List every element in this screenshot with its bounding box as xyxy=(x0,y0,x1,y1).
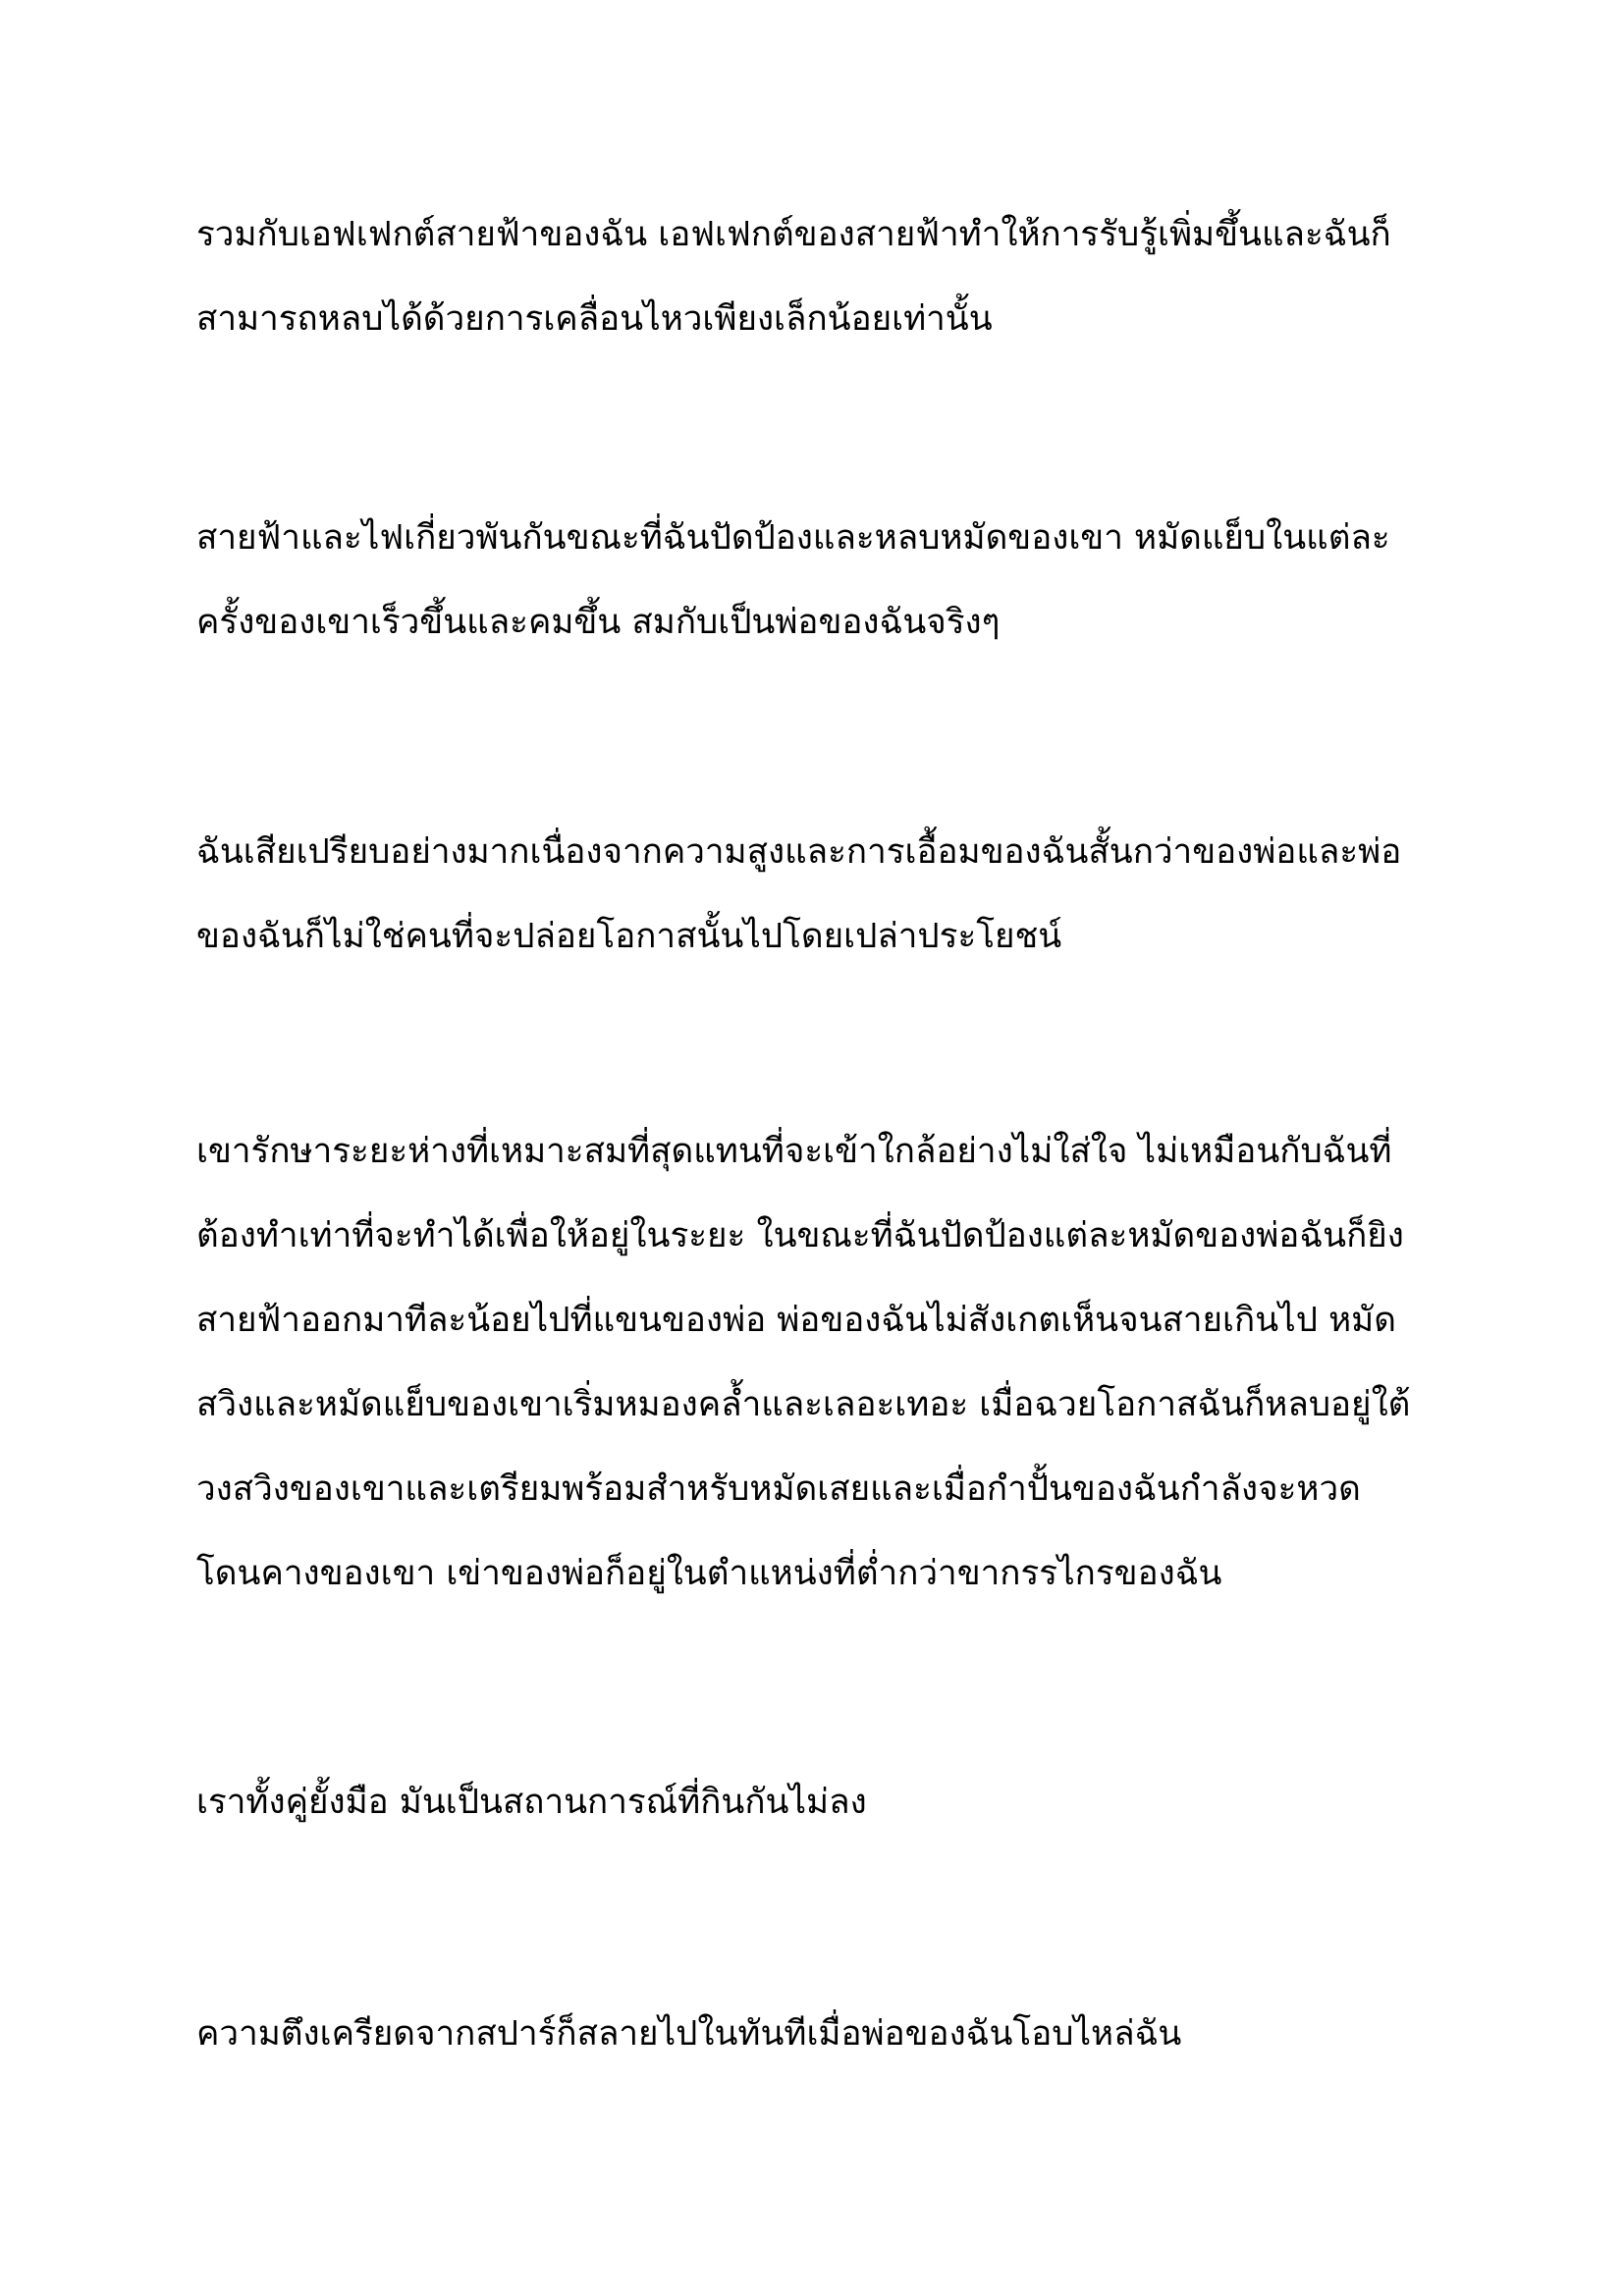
text-line: ความตึงเครียดจากสปาร์ก็สลายไปในทันทีเมื่อพ่อของฉันโอบไหล่ฉัน xyxy=(196,2014,1182,2054)
text-line: เราทั้งคู่ยั้งมือ มันเป็นสถานการณ์ที่กินกันไม่ลง xyxy=(196,1783,867,1822)
paragraph-6 xyxy=(196,1992,1473,2076)
text-line: โดนคางของเขา เข่าของพ่อก็อยู่ในตำแหน่งที่ต่ำกว่าขากรรไกรของฉัน xyxy=(196,1554,1222,1593)
paragraph-5 xyxy=(196,1760,1473,1844)
text-line: วงสวิงของเขาและเตรียมพร้อมสำหรับหมัดเสยและเมื่อกำปั้นของฉันกำลังจะหวด xyxy=(196,1469,1361,1509)
text-line: ต้องทำเท่าที่จะทำได้เพื่อให้อยู่ในระยะ ในขณะที่ฉันปัดป้องแต่ละหมัดของพ่อฉันก็ยิง xyxy=(196,1216,1404,1255)
text-line: ของฉันก็ไม่ใช่คนที่จะปล่อยโอกาสนั้นไปโดยเปล่าประโยชน์ xyxy=(196,917,1062,956)
paragraph-4 xyxy=(196,1109,1473,1616)
text-line: ฉันเสียเปรียบอย่างมากเนื่องจากความสูงและการเอื้อมของฉันสั้นกว่าของพ่อและพ่อ xyxy=(196,832,1402,872)
paragraph-3 xyxy=(196,810,1473,979)
paragraph-2 xyxy=(196,496,1473,665)
paragraph-1 xyxy=(196,192,1473,361)
text-line: สายฟ้าและไฟเกี่ยวพันกันขณะที่ฉันปัดป้องและหลบหมัดของเขา หมัดแย็บในแต่ละ xyxy=(196,518,1390,558)
text-line: สามารถหลบได้ด้วยการเคลื่อนไหวเพียงเล็กน้อยเท่านั้น xyxy=(196,299,993,339)
text-line: เขารักษาระยะห่างที่เหมาะสมที่สุดแทนที่จะเข้าใกล้อย่างไม่ใส่ใจ ไม่เหมือนกับฉันที่ xyxy=(196,1132,1392,1171)
text-line: รวมกับเอฟเฟกต์สายฟ้าของฉัน เอฟเฟกต์ของสายฟ้าทำให้การรับรู้เพิ่มขึ้นและฉันก็ xyxy=(196,215,1391,254)
text-line: สวิงและหมัดแย็บของเขาเริ่มหมองคล้ำและเลอะเทอะ เมื่อฉวยโอกาสฉันก็หลบอยู่ใต้ xyxy=(196,1385,1411,1424)
text-line: สายฟ้าออกมาทีละน้อยไปที่แขนของพ่อ พ่อของฉันไม่สังเกตเห็นจนสายเกินไป หมัด xyxy=(196,1301,1396,1340)
text-line: ครั้งของเขาเร็วขึ้นและคมขึ้น สมกับเป็นพ่อของฉันจริงๆ xyxy=(196,603,1001,642)
